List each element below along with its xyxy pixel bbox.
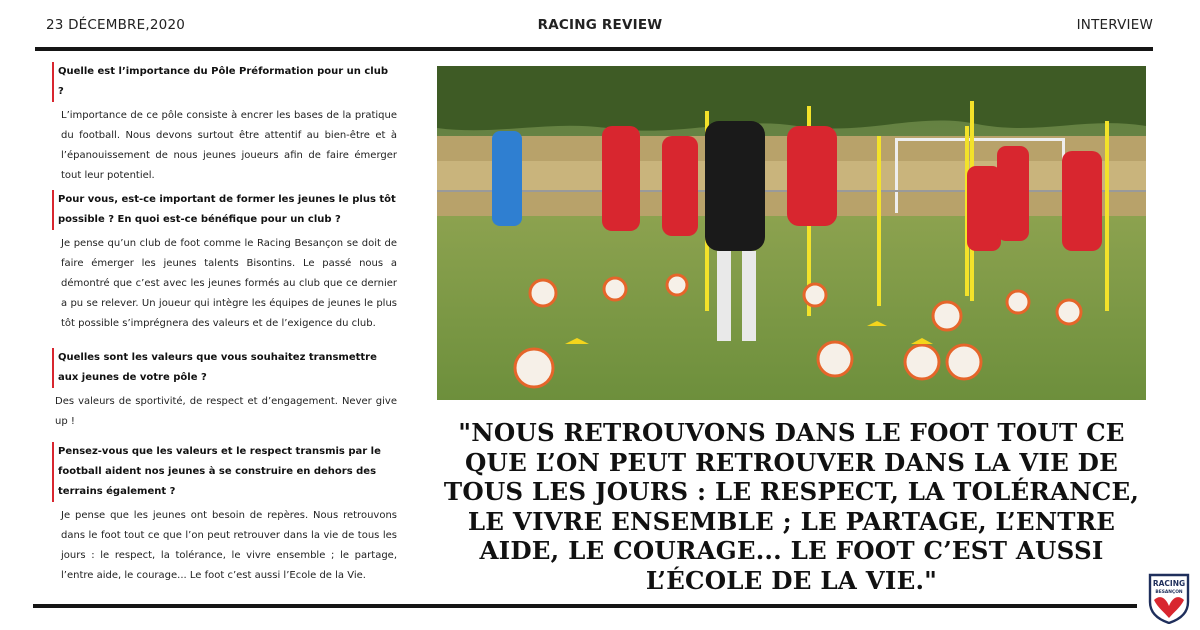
training-photo xyxy=(437,66,1146,400)
pull-quote: "NOUS RETROUVONS DANS LE FOOT TOUT CE QUE L’ON PEUT RETROUVER DANS LA VIE DE TOUS LES JOURS : LE RESPECT, LA TOLÉRANCE, LE VIVRE ENSEMBLE ; LE PARTAGE, L’ENTRE AIDE, LE COURAGE... LE FOOT C’EST AUSSI L’ÉCOLE DE LA VIE." xyxy=(443,418,1140,595)
question-1: Quelle est l’importance du Pôle Préformation pour un club ? xyxy=(52,62,397,102)
section-label: INTERVIEW xyxy=(1076,17,1153,33)
answer-1: L’importance de ce pôle consiste à encrer les bases de la pratique du football. Nous devons surtout être attentif au bien-être et à l’épanouissement de nous jeunes joueurs afin de faire émerger tout leur potentiel. xyxy=(61,110,397,181)
interview-column xyxy=(55,62,397,586)
magazine-title: RACING REVIEW xyxy=(537,17,663,33)
question-3: Quelles sont les valeurs que vous souhaitez transmettre aux jeunes de votre pôle ? xyxy=(52,348,397,388)
racing-besancon-logo xyxy=(1146,572,1192,624)
question-2: Pour vous, est-ce important de former les jeunes le plus tôt possible ? En quoi est-ce bénéfique pour un club ? xyxy=(52,190,397,230)
top-rule xyxy=(35,47,1153,51)
training-photo-illustration xyxy=(437,66,1146,400)
answer-2: Je pense qu’un club de foot comme le Racing Besançon se doit de faire émerger les jeunes talents Bisontins. Le passé nous a démontré que c’est avec les jeunes formés au club que ce dernier a pu se relever. Un joueur qui intègre les équipes de jeunes le plus tôt possible s’imprégnera des valeurs et de l’exigence du club. xyxy=(61,238,397,329)
logo-text-racing: RACING xyxy=(1152,579,1186,588)
answer-4: Je pense que les jeunes ont besoin de repères. Nous retrouvons dans le foot tout ce que l’on peut retrouver dans la vie de tous les jours : le respect, la tolérance, le vivre ensemble ; le partage, l’entre aide, le courage... Le foot c’est aussi l’Ecole de la Vie. xyxy=(61,510,397,581)
bottom-rule xyxy=(33,604,1137,608)
question-4: Pensez-vous que les valeurs et le respect transmis par le football aident nos jeunes à se construire en dehors des terrains également ? xyxy=(52,442,397,502)
issue-date: 23 DÉCEMBRE,2020 xyxy=(46,17,186,33)
racing-besancon-crest-icon xyxy=(1146,572,1192,624)
answer-3: Des valeurs de sportivité, de respect et d’engagement. Never give up ! xyxy=(55,396,397,427)
logo-text-besancon: BESANÇON xyxy=(1155,590,1183,595)
